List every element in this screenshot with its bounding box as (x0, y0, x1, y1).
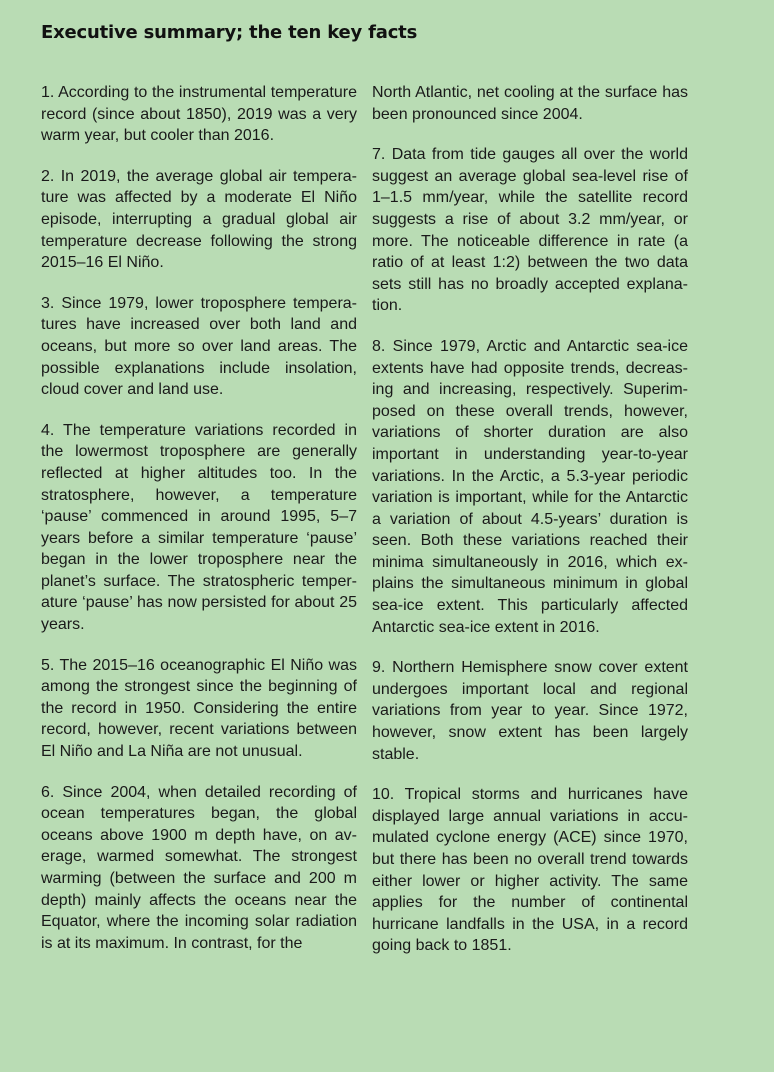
fact-2: 2. In 2019, the average global air temperature was affected by a moderate El Niño episode, interrupting a gradual global air temperature decrease following the strong 2015–16 El Niño. (41, 167, 357, 272)
fact-5: 5. The 2015–16 oceanographic El Niño was among the strongest since the beginning of the record in 1950. Considering the entire record, however, recent variations between El Niño and La Niña are not unusual. (41, 656, 357, 761)
left-column (41, 82, 357, 954)
fact-8: 8. Since 1979, Arctic and Antarctic sea-ice extents have had opposite trends, decreasing and increasing, respectively. Superimposed on these overall trends, however, variations of shorter duration are also important in understanding year-to-year variations. In the Arctic, a 5.3-year periodic variation is important, while for the Antarctic a variation of about 4.5-years’ duration is seen. Both these variations reached their minima simultaneously in 2016, which explains the simultaneous minimum in global sea-ice extent. This particularly affected Antarctic sea-ice extent in 2016. (372, 337, 688, 636)
fact-7: 7. Data from tide gauges all over the world suggest an average global sea-level rise of 1–1.5 mm/year, while the satellite record suggests a rise of about 3.2 mm/year, or more. The noticeable difference in rate (a ratio of at least 1:2) between the two data sets still has no broadly accepted explanation. (372, 146, 688, 315)
fact-3: 3. Since 1979, lower troposphere temperatures have increased over both land and oceans, but more so over land areas. The possible explanations include insolation, cloud cover and land use. (41, 294, 357, 399)
right-column (372, 82, 688, 957)
fact-6-continued: North Atlantic, net cooling at the surface has been pronounced since 2004. (372, 84, 688, 123)
fact-4: 4. The temperature variations recorded in the lowermost troposphere are generally reflected at higher altitudes too. In the stratosphere, however, a temperature ‘pause’ commenced in around 1995, 5–7 years before a similar temperature ‘pause’ began in the lower troposphere near the planet’s surface. The stratospheric temperature ‘pause’ has now persisted for about 25 years. (41, 421, 357, 634)
page-title: Executive summary; the ten key facts (41, 22, 418, 43)
fact-10: 10. Tropical storms and hurricanes have displayed large annual variations in accumulated cyclone energy (ACE) since 1970, but there has been no overall trend towards either lower or higher activity. The same applies for the number of continental hurricane landfalls in the USA, in a record going back to 1851. (372, 786, 688, 955)
fact-1: 1. According to the instrumental temperature record (since about 1850), 2019 was a very warm year, but cooler than 2016. (41, 84, 357, 145)
fact-9: 9. Northern Hemisphere snow cover extent undergoes important local and regional variations from year to year. Since 1972, however, snow extent has been largely stable. (372, 659, 688, 763)
fact-6: 6. Since 2004, when detailed recording of ocean temperatures began, the global oceans above 1900 m depth have, on average, warmed somewhat. The strongest warming (between the surface and 200 m depth) mainly affects the oceans near the Equator, where the incoming solar radiation is at its maximum. In contrast, for the (41, 783, 357, 952)
